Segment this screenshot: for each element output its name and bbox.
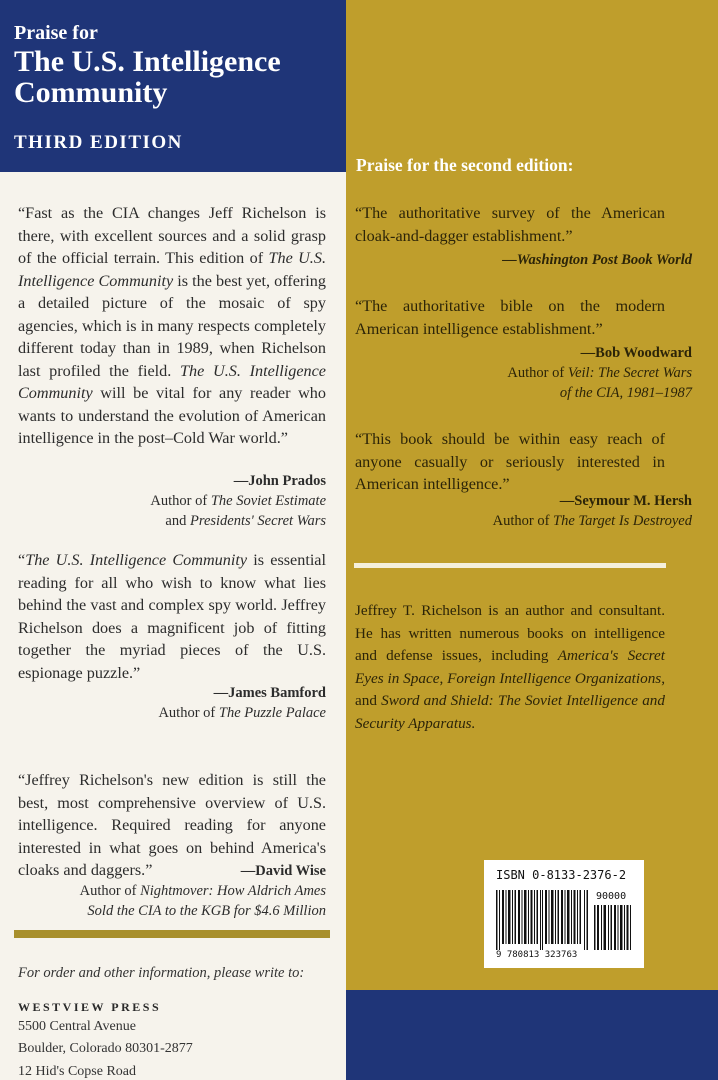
attribution-credit: Author of The Soviet Estimate and Presidents' Secret Wars bbox=[150, 493, 326, 529]
addon-barcode-icon bbox=[594, 905, 632, 950]
author-bio: Jeffrey T. Richelson is an author and consultant. He has written numerous books on intelligence and defense issues, including America's Secret Eyes in Space, Foreign Intelligence Organizations, and Sword and Shield: The Soviet Intelligence and Security Apparatus. bbox=[355, 602, 666, 732]
attribution-name: —John Prados bbox=[233, 473, 326, 489]
quote-prados: “Fast as the CIA changes Jeff Richelson is there, with excellent sources and a solid grasp of the official terrain. This edition of The U.S. Intelligence Community is the best yet, offering a detailed picture of the mosaic of spy agencies, which is in many respects completely different today than in 1989, when Richelson last profiled the field. The U.S. Intelligence Community will be vital for any reader who wants to understand the evolution of American intelligence in the post–Cold War world.” bbox=[18, 204, 326, 447]
address-line: Boulder, Colorado 80301-2877 bbox=[18, 1041, 193, 1056]
ean-number: 9 780813 323763 bbox=[496, 950, 578, 960]
address-line: 12 Hid's Copse Road bbox=[18, 1064, 137, 1079]
address-line: 5500 Central Avenue bbox=[18, 1019, 136, 1034]
quote-woodward: “The authoritative bible on the modern American intelligence establishment.” bbox=[355, 297, 665, 338]
attribution-washington-post bbox=[502, 250, 692, 270]
right-column bbox=[346, 0, 718, 1080]
left-column bbox=[0, 0, 346, 1080]
attribution-credit: Author of Veil: The Secret Wars of the CIA, 1981–1987 bbox=[507, 365, 692, 401]
attribution-credit: Author of The Puzzle Palace bbox=[158, 705, 326, 721]
book-title: The U.S. Intelligence Community bbox=[14, 45, 281, 109]
quote-hersh: “This book should be within easy reach of anyone casually or seriously interested in American intelligence.” bbox=[355, 430, 665, 493]
attribution-bamford bbox=[158, 683, 326, 723]
divider-rule bbox=[354, 563, 666, 568]
second-edition-heading: Praise for the second edition: bbox=[356, 155, 574, 175]
attribution-hersh bbox=[493, 491, 692, 531]
addon-number: 90000 bbox=[596, 891, 627, 902]
attribution-name: —Washington Post Book World bbox=[502, 252, 692, 268]
attribution-name: —David Wise bbox=[240, 863, 326, 879]
bottom-band bbox=[346, 990, 718, 1080]
quote-washington-post: “The authoritative survey of the American cloak-and-dagger establishment.” bbox=[355, 204, 665, 245]
divider-rule bbox=[14, 930, 330, 938]
quote-wise: “Jeffrey Richelson's new edition is still the best, most comprehensive overview of U.S. intelligence. Required reading for anyone interested in what goes on behind America's cloaks and daggers.” bbox=[18, 771, 326, 879]
attribution-credit: Author of The Target Is Destroyed bbox=[492, 513, 692, 529]
attribution-wise bbox=[80, 861, 326, 921]
quote-bamford: “The U.S. Intelligence Community is essential reading for all who wish to know what lies behind the vast and complex spy world. Jeffrey Richelson does a magnificent job of fitting together the myriad pieces of the U.S. espionage puzzle.” bbox=[18, 551, 326, 682]
attribution-name: —Seymour M. Hersh bbox=[559, 493, 692, 509]
barcode-icon bbox=[496, 890, 590, 950]
praise-for-label: Praise for bbox=[14, 22, 98, 44]
attribution-woodward bbox=[507, 343, 692, 403]
isbn-barcode bbox=[484, 860, 644, 968]
attribution-name: —Bob Woodward bbox=[580, 345, 692, 361]
attribution-name: —James Bamford bbox=[213, 685, 326, 701]
title-block bbox=[0, 0, 346, 172]
attribution-prados bbox=[150, 471, 326, 531]
attribution-credit: Author of Nightmover: How Aldrich Ames Sold the CIA to the KGB for $4.6 Million bbox=[79, 883, 326, 919]
isbn-number: ISBN 0-8133-2376-2 bbox=[496, 868, 627, 882]
edition-label: THIRD EDITION bbox=[14, 132, 183, 153]
order-note: For order and other information, please write to: bbox=[18, 965, 305, 981]
publisher-name: WESTVIEW PRESS bbox=[18, 1000, 162, 1014]
